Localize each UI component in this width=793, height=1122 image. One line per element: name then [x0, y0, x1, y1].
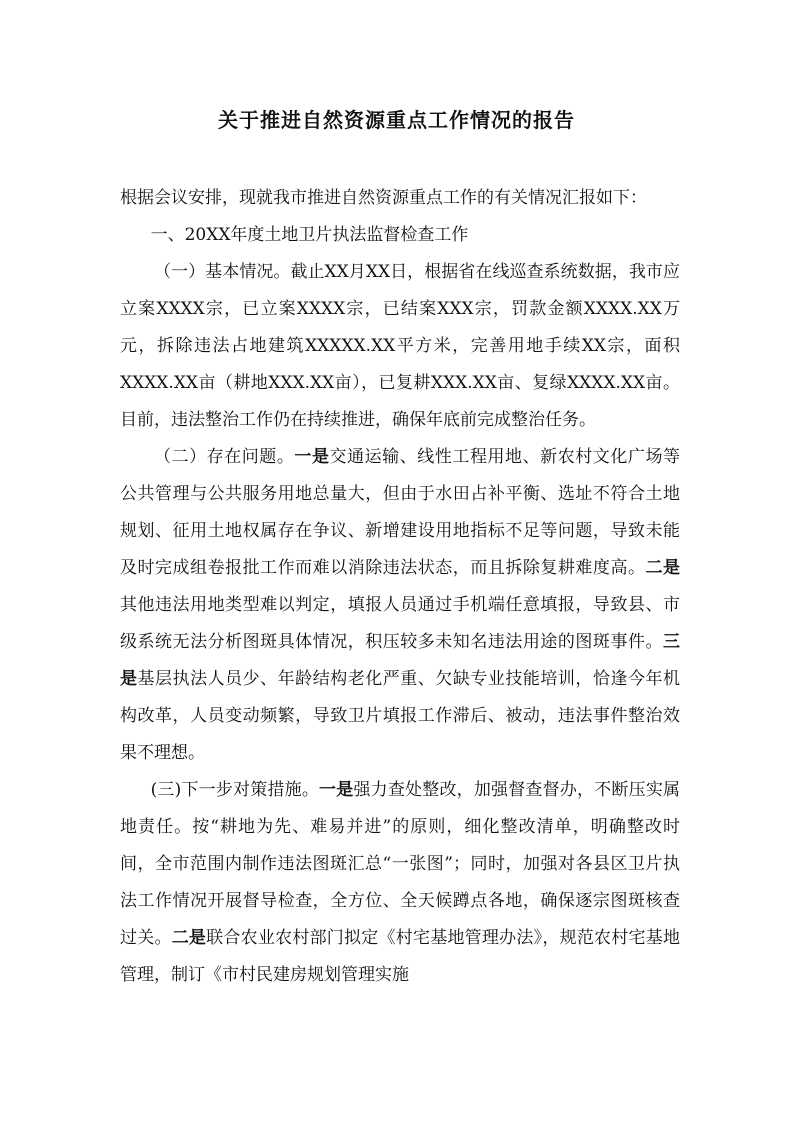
paragraph-text: 截止XX月XX日，根据省在线巡查系统数据，我市应立案XXXX宗，已立案XXXX宗，已结案XXX宗，罚款金额XXXX.XX万元，拆除违法占地建筑XXXXX.XX平方米，完善用地手续XX宗，面积XXXX.XX亩（耕地XXX.XX亩），已复耕XXX.XX亩、复绿XXXX.XX亩。目前，违法整治工作仍在持续推进，确保年底前完成整治任务。 [120, 262, 680, 430]
paragraph-text: 其他违法用地类型难以判定，填报人员通过手机端任意填报，导致县、市级系统无法分析图斑具体情况，积压较多未知名违法用途的图斑事件。 [120, 595, 680, 652]
keyword-second: 二是 [645, 558, 681, 578]
paragraph-lead: （二）存在问题。 [154, 447, 295, 467]
intro-paragraph: 根据会议安排，现就我市推进自然资源重点工作的有关情况汇报如下： [120, 188, 647, 208]
paragraph-text: 基层执法人员少、年龄结构老化严重、欠缺专业技能培训，恰逢今年机构改革，人员变动频繁，导致卫片填报工作滞后、被动，违法事件整治效果不理想。 [120, 669, 681, 763]
keyword-second: 二是 [171, 928, 207, 948]
paragraph-text: 强力查处整改，加强督查督办，不断压实属地责任。按“耕地为先、难易并进”的原则，细化整改清单，明确整改时间，全市范围内制作违法图斑汇总“一张图”；同时，加强对各县区卫片执法工作情况开展督导检查，全方位、全天候蹲点各地，确保逐宗图斑核查过关。 [120, 780, 681, 948]
keyword-first: 一是 [319, 780, 354, 800]
paragraph-measures [120, 772, 680, 994]
paragraph-basic-situation [120, 254, 680, 439]
paragraph-lead: （一）基本情况。 [154, 262, 291, 282]
paragraph-lead: (三)下一步对策措施。 [150, 780, 320, 800]
document-body [120, 180, 680, 994]
document-title: 关于推进自然资源重点工作情况的报告 [218, 108, 575, 132]
paragraph-text: 联合农业农村部门拟定《村宅基地管理办法》，规范农村宅基地管理，制订《市村民建房规划管理实施 [120, 928, 680, 985]
paragraph-text: 交通运输、线性工程用地、新农村文化广场等公共管理与公共服务用地总量大，但由于水田占补平衡、选址不符合土地规划、征用土地权属存在争议、新增建设用地指标不足等问题，导致未能及时完成组卷报批工作而难以消除违法状态，而且拆除复耕难度高。 [120, 447, 681, 578]
keyword-first: 一是 [294, 447, 330, 467]
section-heading: 一、20XX年度土地卫片执法监督检查工作 [150, 225, 469, 245]
paragraph-problems [120, 439, 680, 772]
keyword-third: 三是 [120, 632, 680, 689]
